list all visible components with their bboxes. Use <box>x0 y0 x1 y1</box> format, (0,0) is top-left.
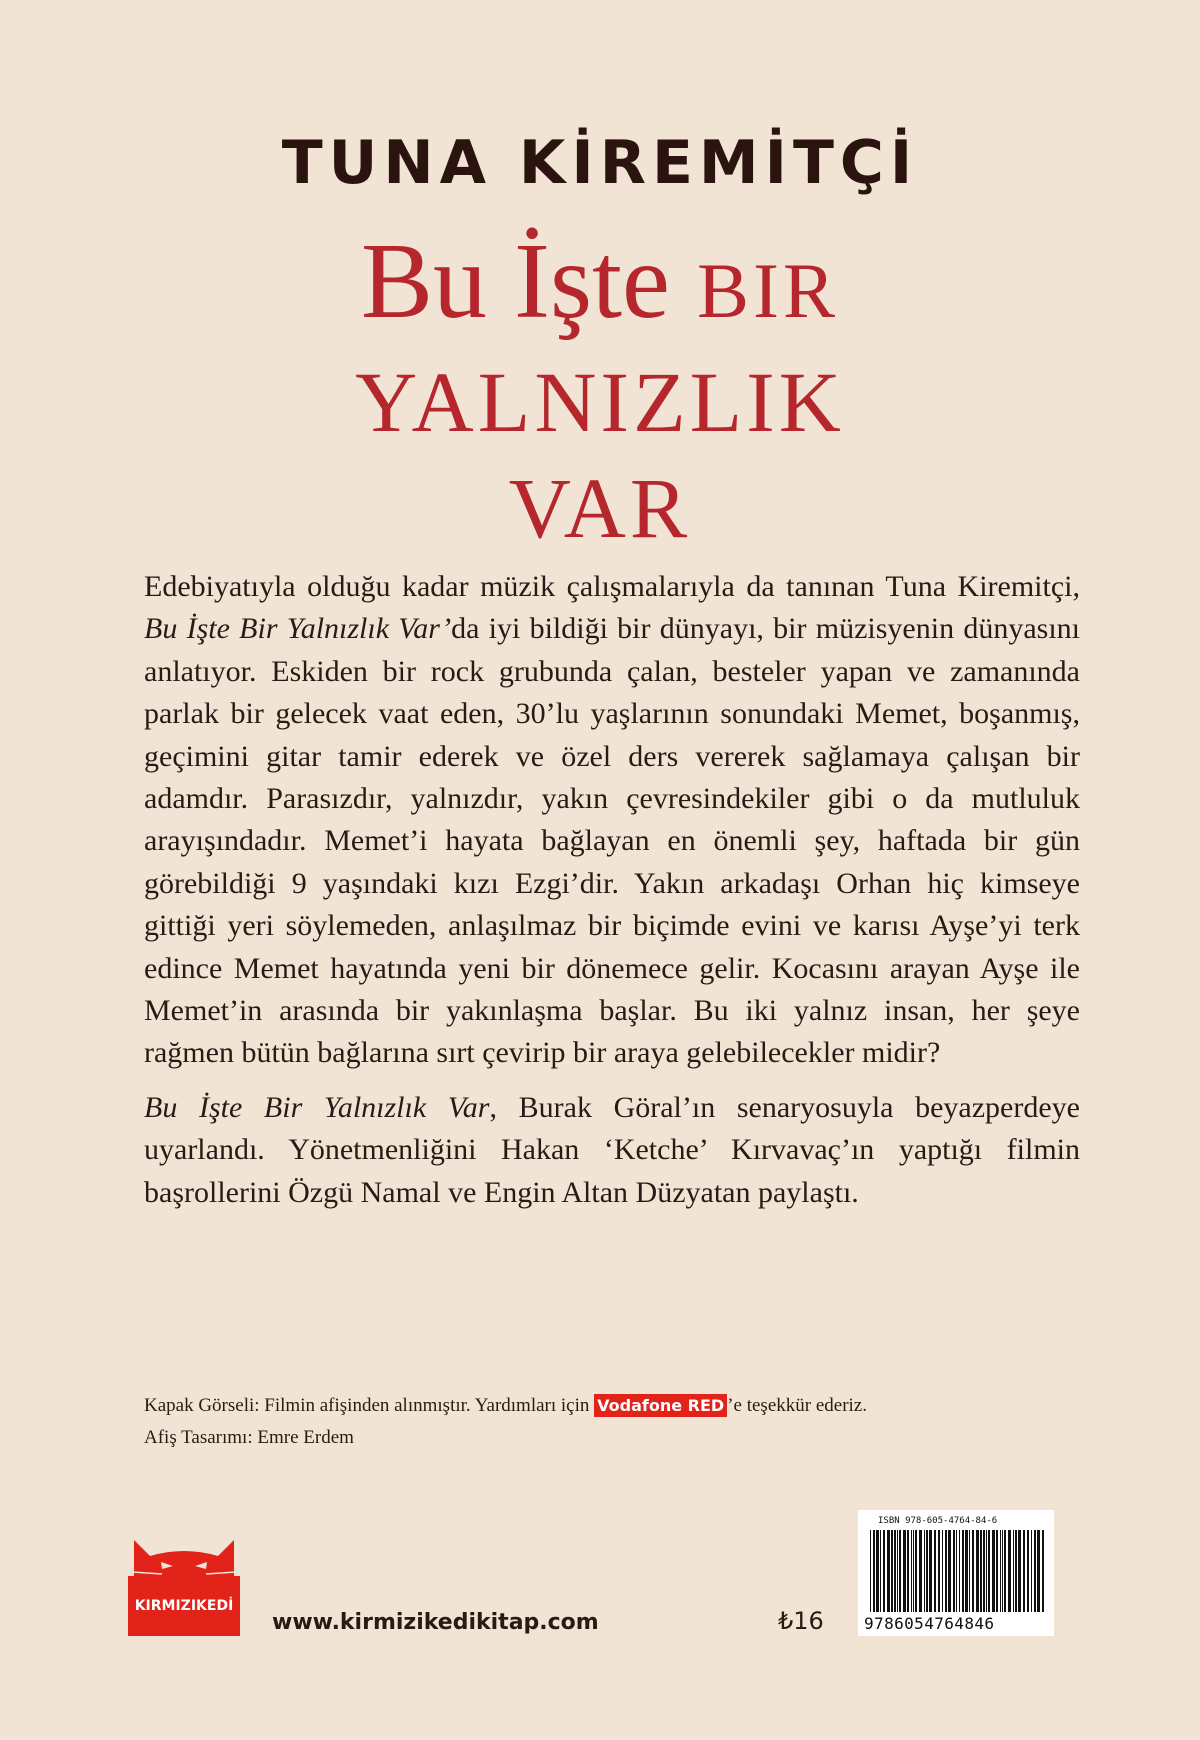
barcode-bar <box>1037 1530 1040 1612</box>
barcode-bar <box>972 1530 974 1612</box>
barcode-bar <box>926 1530 928 1612</box>
barcode-bar <box>883 1530 885 1612</box>
book-title-line-3: VAR <box>508 460 692 556</box>
barcode-bar <box>919 1530 922 1612</box>
barcode-bar <box>934 1530 936 1612</box>
barcode-bar <box>1023 1530 1025 1612</box>
logo-text: KIRMIZIKEDİ <box>134 1598 234 1614</box>
barcode-bar <box>891 1530 893 1612</box>
barcode-bar <box>1002 1530 1003 1612</box>
barcode-bar <box>929 1530 932 1612</box>
barcode-bar <box>876 1530 879 1612</box>
author-name: TUNA KİREMİTÇİ <box>281 128 919 198</box>
barcode-bar <box>915 1530 917 1612</box>
barcode-bar <box>903 1530 906 1612</box>
cover-image-credit <box>144 1390 1074 1422</box>
barcode-bar <box>992 1530 995 1612</box>
isbn-barcode <box>858 1510 1054 1636</box>
barcode-bar <box>899 1530 901 1612</box>
barcode-bar <box>873 1530 875 1612</box>
barcode-bar <box>965 1530 968 1612</box>
book-title-line-2: YALNIZLIK <box>355 354 845 450</box>
barcode-bar <box>969 1530 970 1612</box>
barcode-bar <box>976 1530 979 1612</box>
blurb-paragraph-1 <box>144 566 1080 1075</box>
poster-design-credit: Afiş Tasarımı: Emre Erdem <box>144 1427 354 1448</box>
barcode-bar <box>1034 1530 1036 1612</box>
blurb-p2-book-title: Bu İşte Bir Yalnızlık Var <box>144 1090 490 1124</box>
blurb-p1-book-title: Bu İşte Bir Yalnızlık Var’ <box>144 612 452 646</box>
barcode-bar <box>1013 1530 1014 1612</box>
barcode-bar <box>1031 1530 1032 1612</box>
isbn-label: ISBN 978-605-4764-84-6 <box>878 1516 998 1526</box>
publisher-website: www.kirmizikedikitap.com <box>272 1610 599 1635</box>
barcode-bar <box>986 1530 987 1612</box>
barcode-bar <box>983 1530 985 1612</box>
kirmizikedi-logo <box>128 1528 240 1636</box>
credits <box>144 1390 1074 1454</box>
barcode-bar <box>1008 1530 1011 1612</box>
barcode-bar <box>913 1530 914 1612</box>
title-part-bu-iste: Bu İşte <box>360 222 670 341</box>
blurb-paragraph-2 <box>144 1087 1080 1214</box>
barcode-bar <box>911 1530 912 1612</box>
back-cover-blurb <box>144 566 1080 1214</box>
barcode-bar <box>962 1530 964 1612</box>
barcode-bar <box>959 1530 960 1612</box>
blurb-p1-text-a: Edebiyatıyla olduğu kadar müzik çalışmalarıyla da tanınan Tuna Kiremitçi, <box>144 570 1080 603</box>
title-part-bir: BIR <box>696 247 839 334</box>
cover-credit-text-b: ’e teşekkür ederiz. <box>727 1395 867 1416</box>
barcode-bar <box>1027 1530 1029 1612</box>
ean-number: 9786054764846 <box>864 1614 995 1633</box>
price: ₺16 <box>778 1607 824 1635</box>
barcode-bar <box>880 1530 881 1612</box>
barcode-bar <box>996 1530 998 1612</box>
barcode-bar <box>907 1530 909 1612</box>
barcode-bar <box>897 1530 898 1612</box>
barcode-bar <box>945 1530 947 1612</box>
barcode-bar <box>924 1530 925 1612</box>
barcode-bar <box>953 1530 955 1612</box>
barcode-bar <box>988 1530 990 1612</box>
blurb-p2-text: , Burak Göral’ın senaryosuyla beyazperdeye uyarlandı. Yönetmenliğini Hakan ‘Ketche’ Kırvavaç’ın yaptığı filmin başrollerini Özgü Namal ve Engin Altan Düzyatan paylaştı. <box>144 1090 1080 1209</box>
barcode-bar <box>942 1530 943 1612</box>
barcode-bar <box>1018 1530 1021 1612</box>
blurb-p1-text-b: da iyi bildiği bir dünyayı, bir müzisyenin dünyasını anlatıyor. Eskiden bir rock grubunda çalan, besteler yapan ve zamanında parlak bir gelecek vaat eden, 30’lu yaşlarının sonundaki Memet, boşanmış, geçimini gitar tamir ederek ve özel ders vererek sağlamaya çalışan bir adamdır. Parasızdır, yalnızdır, yakın çevresindekiler gibi o da mutluluk arayışındadır. Memet’i hayata bağlayan en önemli şey, haftada bir gün görebildiği 9 yaşındaki kızı Ezgi’dir. Yakın arkadaşı Orhan hiç kimseye gittiği yeri söylemeden, anlaşılmaz bir biçimde evini ve karısı Ayşe’yi terk edince Memet hayatında yeni bir dönemece gelir. Kocasını arayan Ayşe ile Memet’in arasında bir yakınlaşma başlar. Bu iki yalnız insan, her şeye rağmen bütün bağlarına sırt çevirip bir araya gelebilecekler midir? <box>144 612 1080 1070</box>
barcode-bar <box>938 1530 940 1612</box>
barcode-bar <box>887 1530 890 1612</box>
vodafone-red-badge: Vodafone RED <box>594 1394 727 1417</box>
barcode-bar <box>894 1530 896 1612</box>
barcode-bar <box>1000 1530 1001 1612</box>
cat-icon <box>132 1540 236 1576</box>
barcode-bar <box>980 1530 982 1612</box>
barcode-bar <box>870 1530 871 1612</box>
cover-credit-text-a: Kapak Görseli: Filmin afişinden alınmıştır. Yardımları için <box>144 1395 595 1416</box>
book-title-line-1 <box>0 222 1200 351</box>
barcode-bar <box>956 1530 957 1612</box>
barcode-bar <box>1004 1530 1006 1612</box>
barcode-bar <box>948 1530 951 1612</box>
barcode-bar <box>1042 1530 1044 1612</box>
barcode-bar <box>1015 1530 1017 1612</box>
